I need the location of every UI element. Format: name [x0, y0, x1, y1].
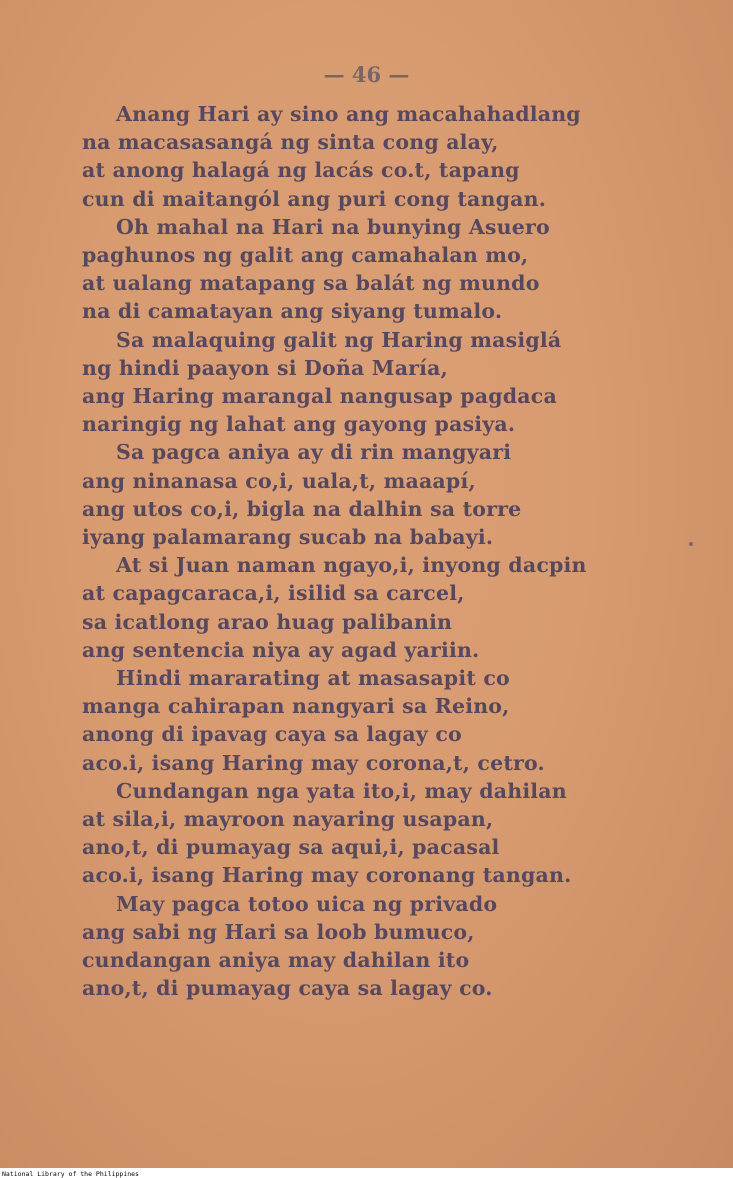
stanza-6 [82, 664, 682, 777]
ink-speck [689, 542, 693, 546]
poem-line: iyang palamarang sucab na babayi. [82, 525, 494, 550]
poem-line: ano,t, di pumayag caya sa lagay co. [82, 976, 493, 1001]
poem-line: at capagcaraca,i, isilid sa carcel, [82, 581, 465, 606]
stanza-7 [82, 777, 682, 890]
stanza-3 [82, 326, 682, 439]
stanza-2 [82, 213, 682, 326]
poem-line: cun di maitangól ang puri cong tangan. [82, 186, 547, 211]
poem-line: naringig ng lahat ang gayong pasiya. [82, 412, 516, 437]
poem-line: paghunos ng galit ang camahalan mo, [82, 243, 529, 268]
stanza-1 [82, 100, 682, 213]
poem-text [82, 100, 682, 1003]
library-credit: National Library of the Philippines [2, 1170, 139, 1178]
poem-line: at anong halagá ng lacás co.t, tapang [82, 158, 520, 183]
stanza-8 [82, 890, 682, 1003]
poem-line: cundangan aniya may dahilan ito [82, 948, 470, 973]
poem-line: at ualang matapang sa balát ng mundo [82, 271, 540, 296]
poem-line: ang ninanasa co,i, uala,t, maaapí, [82, 468, 476, 493]
stanza-4 [82, 438, 682, 551]
poem-line: Oh mahal na Hari na bunying Asuero [116, 214, 550, 239]
poem-line: Hindi mararating at masasapit co [116, 666, 510, 691]
poem-line: ang sentencia niya ay agad yariin. [82, 637, 480, 662]
poem-line: na di camatayan ang siyang tumalo. [82, 299, 503, 324]
poem-line: Sa malaquing galit ng Haring masiglá [116, 327, 562, 352]
poem-line: at sila,i, mayroon nayaring usapan, [82, 807, 494, 832]
poem-line: Cundangan nga yata ito,i, may dahilan [116, 778, 567, 803]
poem-line: anong di ipavag caya sa lagay co [82, 722, 462, 747]
poem-line: aco.i, isang Haring may coronang tangan. [82, 863, 572, 888]
poem-line: ang Haring marangal nangusap pagdaca [82, 384, 557, 409]
poem-line: ano,t, di pumayag sa aqui,i, pacasal [82, 835, 500, 860]
page-number: — 46 — [323, 62, 410, 87]
poem-line: ang sabi ng Hari sa loob bumuco, [82, 919, 475, 944]
poem-line: manga cahirapan nangyari sa Reino, [82, 694, 510, 719]
poem-line: na macasasangá ng sinta cong alay, [82, 130, 499, 155]
poem-line: ang utos co,i, bigla na dalhin sa torre [82, 496, 522, 521]
stanza-5 [82, 551, 682, 664]
poem-line: Anang Hari ay sino ang macahahadlang [116, 102, 581, 126]
poem-line: May pagca totoo uica ng privado [116, 891, 498, 916]
poem-line: At si Juan naman ngayo,i, inyong dacpin [116, 553, 587, 578]
poem-line: Sa pagca aniya ay di rin mangyari [116, 440, 512, 465]
poem-line: ng hindi paayon si Doña María, [82, 355, 448, 380]
poem-line: aco.i, isang Haring may corona,t, cetro. [82, 750, 545, 775]
poem-line: sa icatlong arao huag palibanin [82, 609, 453, 634]
